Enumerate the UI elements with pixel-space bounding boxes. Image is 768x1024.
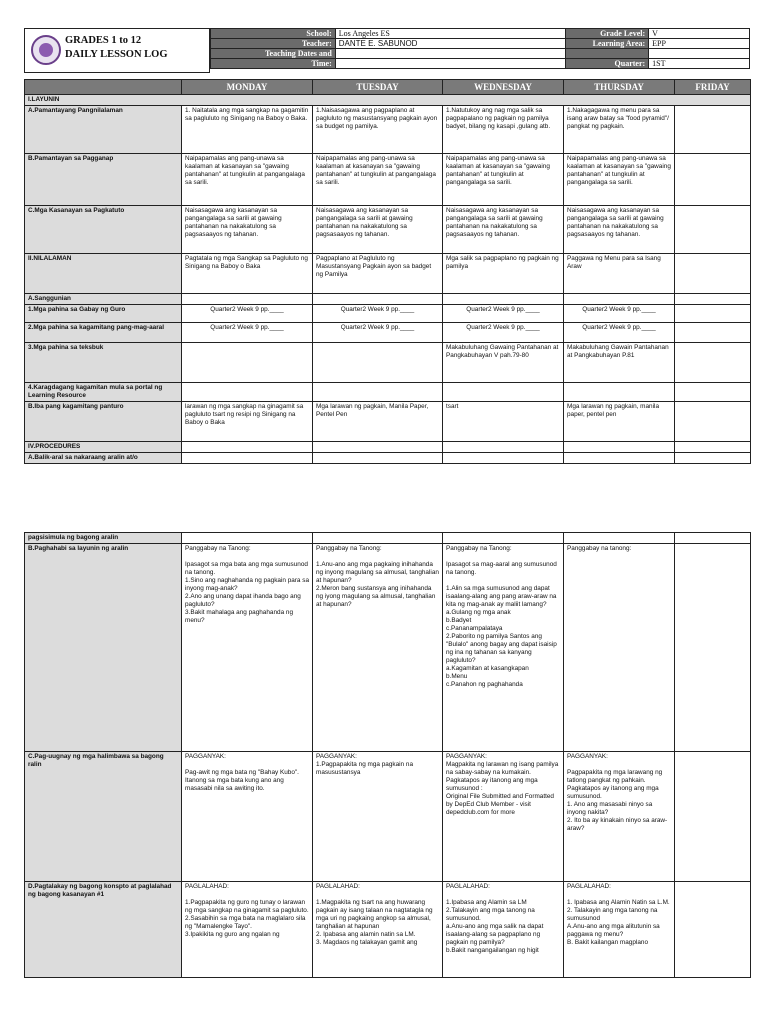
row-label-nilalaman: II.NILALAMAN bbox=[25, 254, 182, 294]
cell-mon: Quarter2 Week 9 pp.____ bbox=[182, 305, 313, 323]
row-label-pag-uugnay: C.Pag-uugnay ng mga halimbawa sa bagong ralin bbox=[25, 752, 182, 882]
table-row bbox=[25, 383, 751, 402]
cell-mon: Panggabay na Tanong: Ipasagot sa mga bata ang mga sumusunod na tanong. 1.Sino ang naghahanda ng pagkain para sa inyong mag-anak? 2.Ano ang unang dapat ihanda bago ang pagluluto? 3.Bakit mahalaga ang paghahanda ng menu? bbox=[182, 544, 313, 752]
cell-fri bbox=[675, 343, 751, 383]
cell-fri bbox=[675, 544, 751, 752]
cell-wed: Naisasagawa ang kasanayan sa pangangalaga sa sarili at gawaing pantahanan na nakakatulong sa pagsasaayos ng tahanan. bbox=[443, 206, 564, 254]
day-friday: FRIDAY bbox=[675, 80, 751, 95]
table-row bbox=[25, 453, 751, 464]
cell-tue: PAGGANYAK: 1.Pagpapakita ng mga pagkain na masusustansya bbox=[313, 752, 443, 882]
school-label: School: bbox=[211, 29, 336, 39]
school-value: Los Angeles ES bbox=[335, 29, 566, 39]
cell-mon: 1. Naitatala ang mga sangkap na gagamitin sa pagluluto ng Sinigang na Baboy o Baka. bbox=[182, 106, 313, 154]
cell-thu: Naipapamalas ang pang-unawa sa kaalaman at kasanayan sa "gawaing pantahanan" at tungkulin at pangangalaga sa sarili. bbox=[564, 154, 675, 206]
cell-wed: 1.Natutukoy ang nag mga salik sa pagpapalano ng pagkain ng pamilya badyet, bilang ng kasapi ,gulang atb. bbox=[443, 106, 564, 154]
cell-thu: 1.Nakagagawa ng menu para sa isang araw batay sa "food pyramid"/ pangkat ng pagkain. bbox=[564, 106, 675, 154]
cell-mon: Naisasagawa ang kasanayan sa pangangalaga sa sarili at gawaing pantahanan na nakakatulong sa pagsasaayos ng tahanan. bbox=[182, 206, 313, 254]
cell-mon: Pagtatala ng mga Sangkap sa Pagluluto ng Sinigang na Baboy o Baka bbox=[182, 254, 313, 294]
cell-wed: Quarter2 Week 9 pp.____ bbox=[443, 323, 564, 343]
table-row bbox=[25, 154, 751, 206]
cell-wed: Mga salik sa pagpaplano ng pagkain ng pamilya bbox=[443, 254, 564, 294]
cell-thu: PAGGANYAK: Pagpapakita ng mga larawang ng tatlong pangkat ng pahkain. Pagkatapos ay itanong ang mga sumusunod. 1. Ano ang masasabi ninyo sa inyong nakita? 2. Ito ba ay kinakain ninyo sa araw-araw? bbox=[564, 752, 675, 882]
cell-fri bbox=[675, 323, 751, 343]
table-row bbox=[25, 206, 751, 254]
cell-thu: Naisasagawa ang kasanayan sa pangangalaga sa sarili at gawaing pantahanan na nakakatulong sa pagsasaayos ng tahanan. bbox=[564, 206, 675, 254]
cell-wed: PAGLALAHAD: 1.Ipabasa ang Alamin sa LM 2.Talakayin ang mga tanong na sumusunod. a.Anu-ano ang mga salik na dapat isaalang-alang sa pagpaplano ng pagkain ng pamilya? b.Bakit nangangailangan ng higit bbox=[443, 882, 564, 978]
lesson-table-page-2 bbox=[24, 532, 751, 978]
cell-wed: Makabuluhang Gawaing Pantahanan at Pangkabuhayan V pah.79-80 bbox=[443, 343, 564, 383]
grade-level-label: Grade Level: bbox=[566, 29, 649, 39]
cell-fri bbox=[675, 206, 751, 254]
cell-thu: Panggabay na tanong: bbox=[564, 544, 675, 752]
table-row bbox=[25, 323, 751, 343]
cell-thu: Makabuluhang Gawain Pantahanan at Pangkabuhayan P.81 bbox=[564, 343, 675, 383]
cell-thu: Quarter2 Week 9 pp.____ bbox=[564, 323, 675, 343]
time-value bbox=[335, 59, 566, 69]
cell-thu: Paggawa ng Menu para sa Isang Araw bbox=[564, 254, 675, 294]
grades-title: GRADES 1 to 12 bbox=[65, 35, 142, 46]
cell-wed: Quarter2 Week 9 pp.____ bbox=[443, 305, 564, 323]
cell-fri bbox=[675, 106, 751, 154]
teaching-dates-label: Teaching Dates and bbox=[211, 49, 336, 59]
cell-mon: PAGLALAHAD: 1.Pagpapakita ng guro ng tunay o larawan ng mga sangkap na ginagamit sa pagluluto. 2.Sasabihin sa mga bata na maglalaro sila ng "Mamalengke Tayo". 3.Ipakikita ng guro ang ngalan ng bbox=[182, 882, 313, 978]
teacher-label: Teacher: bbox=[211, 39, 336, 49]
cell-tue: Mga larawan ng pagkain, Manila Paper, Pentel Pen bbox=[313, 402, 443, 442]
cell-wed: Panggabay na Tanong: Ipasagot sa mag-aaral ang sumusunod na tanong. 1.Alin sa mga sumusunod ang dapat isaalang-alang ang pang araw-araw na kita ng mag-anak ay maliit lamang? a.Gulang ng mga anak b.Badyet c.Pananampalataya 2.Paborito ng pamilya Santos ang "Bulalo" anong bagay ang dapat isaisip ng ina ng tahanan sa kanyang pagluluto? a.Kagamitan at kasangkapan b.Menu c.Panahon ng paghahanda bbox=[443, 544, 564, 752]
cell-mon bbox=[182, 343, 313, 383]
row-label-pagganap: B.Pamantayan sa Pagganap bbox=[25, 154, 182, 206]
cell-fri bbox=[675, 882, 751, 978]
cell-mon: Quarter2 Week 9 pp.____ bbox=[182, 323, 313, 343]
cell-tue: Naipapamalas ang pang-unawa sa kaalaman at kasanayan sa "gawaing pantahanan" at tungkulin at pangangalaga sa sarili. bbox=[313, 154, 443, 206]
table-row bbox=[25, 533, 751, 544]
row-label-iba: B.Iba pang kagamitang panturo bbox=[25, 402, 182, 442]
grade-level-value: V bbox=[649, 29, 750, 39]
row-label-sanggunian: A.Sanggunian bbox=[25, 294, 182, 305]
cell-tue: Quarter2 Week 9 pp.____ bbox=[313, 305, 443, 323]
cell-tue: Quarter2 Week 9 pp.____ bbox=[313, 323, 443, 343]
day-monday: MONDAY bbox=[182, 80, 313, 95]
teacher-value: DANTE E. SABUNOD bbox=[335, 39, 566, 49]
section-layunin: I.LAYUNIN bbox=[25, 95, 751, 106]
cell-fri bbox=[675, 254, 751, 294]
cell-fri bbox=[675, 305, 751, 323]
section-row bbox=[25, 442, 751, 453]
cell-thu: PAGLALAHAD: 1. Ipabasa ang Alamin Natin sa L.M. 2. Talakayin ang mga tanong na sumusunod A.Anu-ano ang mga alitutunin sa paggawa ng menu? B. Bakit kailangan magplano bbox=[564, 882, 675, 978]
cell-wed: PAGGANYAK: Magpakita ng larawan ng isang pamilya na sabay-sabay na kumakain. Pagkatapos ay itanong ang mga sumusunod : Original File Submitted and Formatted by DepEd Club Member - visit depedclub.com for more bbox=[443, 752, 564, 882]
section-procedures: IV.PROCEDURES bbox=[25, 442, 182, 453]
row-label-pagtalakay: D.Pagtalakay ng bagong konspto at paglalahad ng bagong kasanayan #1 bbox=[25, 882, 182, 978]
cell-tue: Naisasagawa ang kasanayan sa pangangalaga sa sarili at gawaing pantahanan na nakakatulong sa pagsasaayos ng tahanan. bbox=[313, 206, 443, 254]
cell-tue: Pagpaplano at Pagluluto ng Masustansyang Pagkain ayon sa badget ng Pamilya bbox=[313, 254, 443, 294]
day-wednesday: WEDNESDAY bbox=[443, 80, 564, 95]
day-tuesday: TUESDAY bbox=[313, 80, 443, 95]
row-label-karagdagang: 4.Karagdagang kagamitan mula sa portal ng Learning Resource bbox=[25, 383, 182, 402]
time-label: Time: bbox=[211, 59, 336, 69]
row-label-balik-aral: A.Balik-aral sa nakaraang aralin at/o bbox=[25, 453, 182, 464]
cell-tue: Panggabay na Tanong: 1.Anu-ano ang mga pagkaing inihahanda ng inyong magulang sa almusal, tanghalian at hapunan? 2.Meron bang sustansya ang inihahanda ng iyong magulang sa almusal, tanghalian at hapunan? bbox=[313, 544, 443, 752]
meta-table bbox=[210, 28, 750, 69]
cell-mon: Naipapamalas ang pang-unawa sa kaalaman at kasanayan sa "gawaing pantahanan" at tungkulin at pangangalaga sa sarili. bbox=[182, 154, 313, 206]
title-box bbox=[24, 28, 210, 73]
row-label-paghahabi: B.Paghahabi sa layunin ng aralin bbox=[25, 544, 182, 752]
cell-tue: 1.Naisasagawa ang pagpaplano at pagluluto ng masustansyang pagkain ayon sa budget ng pamilya. bbox=[313, 106, 443, 154]
page-2 bbox=[0, 512, 768, 1024]
table-row bbox=[25, 106, 751, 154]
cell-fri bbox=[675, 154, 751, 206]
cell-thu: Mga larawan ng pagkain, manila paper, pentel pen bbox=[564, 402, 675, 442]
teaching-dates-value bbox=[335, 49, 566, 59]
row-label-teksbuk: 3.Mga pahina sa teksbuk bbox=[25, 343, 182, 383]
quarter-label: Quarter: bbox=[566, 59, 649, 69]
table-row bbox=[25, 544, 751, 752]
row-label-kagamitang: 2.Mga pahina sa kagamitang pang-mag-aaral bbox=[25, 323, 182, 343]
cell-wed: tsart bbox=[443, 402, 564, 442]
quarter-value: 1ST bbox=[649, 59, 750, 69]
cell-fri bbox=[675, 402, 751, 442]
cell-wed: Naipapamalas ang pang-unawa sa kaalaman at kasanayan sa "gawaing pantahanan" at tungkulin at pangangalaga sa sarili. bbox=[443, 154, 564, 206]
learning-area-value: EPP bbox=[649, 39, 750, 49]
table-row bbox=[25, 402, 751, 442]
cell-tue bbox=[313, 343, 443, 383]
row-label-pamantayang: A.Pamantayang Pangnilalaman bbox=[25, 106, 182, 154]
table-row bbox=[25, 305, 751, 323]
row-label-kasanayan: C.Mga Kasanayan sa Pagkatuto bbox=[25, 206, 182, 254]
cell-mon: PAGGANYAK: Pag-awit ng mga bata ng "Bahay Kubo". Itanong sa mga bata kung ano ang masasabi nila sa awiting ito. bbox=[182, 752, 313, 882]
table-row bbox=[25, 752, 751, 882]
section-row bbox=[25, 95, 751, 106]
lesson-log-header bbox=[24, 28, 750, 73]
day-header-row bbox=[25, 80, 751, 95]
day-thursday: THURSDAY bbox=[564, 80, 675, 95]
cell-tue: PAGLALAHAD: 1.Magpakita ng tsart na ang huwarang pagkain ay isang talaan na nagtatagla ng mga uri ng pagkaing angkop sa almusal, tanghalian at hapunan 2. Ipabasa ang alamin natin sa LM. 3. Magdaos ng talakayan gamit ang bbox=[313, 882, 443, 978]
table-row bbox=[25, 343, 751, 383]
table-row bbox=[25, 882, 751, 978]
table-row bbox=[25, 254, 751, 294]
row-label-pagsisimula: pagsisimula ng bagong aralin bbox=[25, 533, 182, 544]
cell-fri bbox=[675, 752, 751, 882]
table-row bbox=[25, 294, 751, 305]
lesson-table-page-1 bbox=[24, 79, 751, 464]
learning-area-label: Learning Area: bbox=[566, 39, 649, 49]
cell-mon: larawan ng mga sangkap na ginagamit sa pagluluto tsart ng resipi ng Sinigang na Baboy o Baka bbox=[182, 402, 313, 442]
daily-lesson-log-title: DAILY LESSON LOG bbox=[65, 49, 168, 60]
page-1 bbox=[0, 0, 768, 510]
row-label-gabay: 1.Mga pahina sa Gabay ng Guro bbox=[25, 305, 182, 323]
cell-thu: Quarter2 Week 9 pp.____ bbox=[564, 305, 675, 323]
deped-seal-icon bbox=[31, 35, 61, 65]
